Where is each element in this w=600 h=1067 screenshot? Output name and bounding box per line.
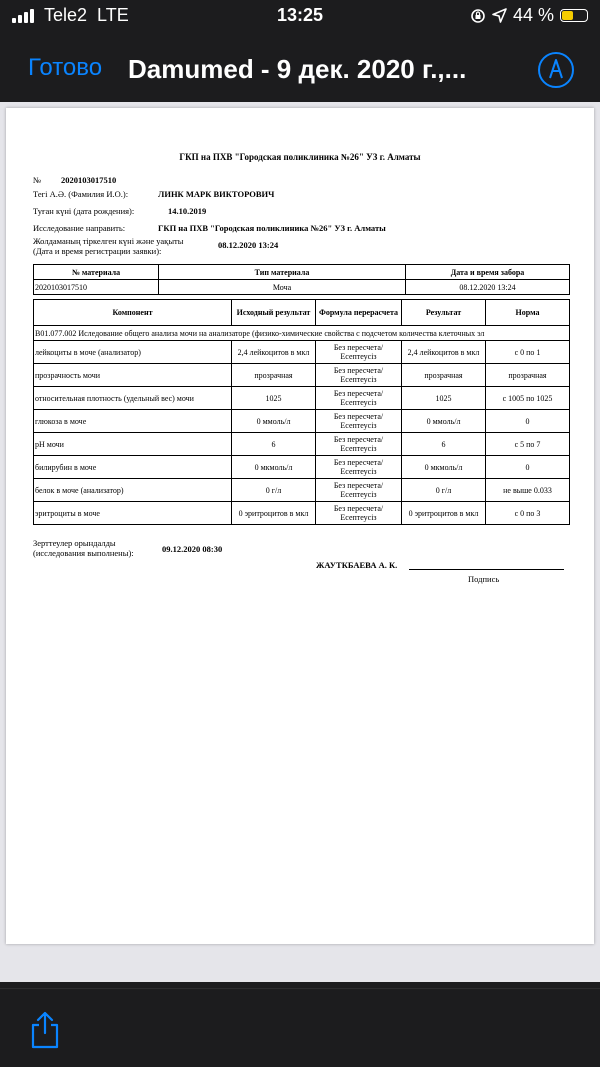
formula-cell: Без пересчета/ Есептеусіз	[316, 479, 402, 502]
clinic-title: ГКП на ПХВ "Городская поликлиника №26" УЗ г. Алматы	[179, 152, 421, 162]
result-cell: 6	[402, 433, 486, 456]
source-result-cell: прозрачная	[232, 364, 316, 387]
test-section-title: B01.077.002 Иследование общего анализа мочи на анализаторе (физико-химические свойства с подсчетом количества клеточных эл	[34, 326, 570, 341]
result-header: Результат	[402, 300, 486, 326]
source-result-cell: 0 эритроцитов в мкл	[232, 502, 316, 525]
patient-name-value: ЛИНК МАРК ВИКТОРОВИЧ	[158, 189, 275, 199]
formula-header: Формула перерасчета	[316, 300, 402, 326]
battery-fill	[562, 11, 573, 20]
table-row	[34, 387, 570, 410]
norm-cell: 0	[486, 410, 570, 433]
battery-percent: 44 %	[512, 5, 554, 25]
source-result-cell: 0 мкмоль/л	[232, 456, 316, 479]
material-number-header: № материала	[34, 265, 159, 280]
table-row	[34, 410, 570, 433]
result-cell: 0 мкмоль/л	[402, 456, 486, 479]
component-cell: эритроциты в моче	[34, 502, 232, 525]
source-result-cell: 2,4 лейкоцитов в мкл	[232, 341, 316, 364]
formula-cell: Без пересчета/ Есептеусіз	[316, 433, 402, 456]
formula-cell: Без пересчета/ Есептеусіз	[316, 364, 402, 387]
source-result-cell: 0 ммоль/л	[232, 410, 316, 433]
status-time: 13:25	[276, 5, 324, 25]
completed-label-kz: Зерттеулер орындалды	[33, 538, 116, 548]
done-button[interactable]: Готово	[28, 54, 103, 81]
source-result-cell: 6	[232, 433, 316, 456]
status-bar	[0, 0, 600, 34]
referred-value: ГКП на ПХВ "Городская поликлиника №26" УЗ г. Алматы	[158, 223, 386, 233]
result-cell: 0 эритроцитов в мкл	[402, 502, 486, 525]
dob-label: Туған күні (дата рождения):	[33, 206, 135, 216]
norm-cell: не выше 0.033	[486, 479, 570, 502]
formula-cell: Без пересчета/ Есептеусіз	[316, 387, 402, 410]
completed-label-ru: (исследования выполнены):	[33, 548, 134, 558]
battery-icon	[560, 9, 588, 22]
share-button[interactable]	[28, 1011, 62, 1049]
component-cell: билирубин в моче	[34, 456, 232, 479]
number-label: №	[33, 175, 42, 185]
component-cell: белок в моче (анализатор)	[34, 479, 232, 502]
table-row	[34, 502, 570, 525]
table-row	[34, 364, 570, 387]
result-cell: 0 г/л	[402, 479, 486, 502]
result-cell: прозрачная	[402, 364, 486, 387]
norm-header: Норма	[486, 300, 570, 326]
registration-label-kz: Жолдаманың тіркелген күні және уақыты	[33, 236, 184, 246]
source-result-cell: 1025	[232, 387, 316, 410]
component-cell: глюкоза в моче	[34, 410, 232, 433]
collection-date-header: Дата и время забора	[406, 265, 570, 280]
markup-button[interactable]	[536, 50, 576, 90]
source-result-header: Исходный результат	[232, 300, 316, 326]
document-title: Damumed - 9 дек. 2020 г.,...	[128, 54, 467, 84]
markup-pen-icon	[536, 50, 576, 90]
table-row	[34, 433, 570, 456]
completed-value: 09.12.2020 08:30	[162, 544, 223, 554]
signature-label: Подпись	[468, 574, 500, 584]
norm-cell: 0	[486, 456, 570, 479]
material-type-cell: Моча	[159, 280, 406, 295]
result-cell: 1025	[402, 387, 486, 410]
formula-cell: Без пересчета/ Есептеусіз	[316, 341, 402, 364]
carrier-name: Tele2	[44, 5, 88, 25]
share-icon	[28, 1011, 62, 1049]
source-result-cell: 0 г/л	[232, 479, 316, 502]
number-value: 2020103017510	[61, 175, 117, 185]
orientation-lock-icon	[470, 8, 486, 24]
registration-label-ru: (Дата и время регистрации заявки):	[33, 246, 162, 256]
result-cell: 2,4 лейкоцитов в мкл	[402, 341, 486, 364]
formula-cell: Без пересчета/ Есептеусіз	[316, 502, 402, 525]
location-arrow-icon	[492, 8, 507, 23]
component-cell: лейкоциты в моче (анализатор)	[34, 341, 232, 364]
dob-value: 14.10.2019	[168, 206, 207, 216]
network-type: LTE	[97, 5, 129, 25]
component-cell: pH мочи	[34, 433, 232, 456]
navigation-bar	[0, 40, 600, 98]
referred-label: Исследование направить:	[33, 223, 126, 233]
norm-cell: с 1005 по 1025	[486, 387, 570, 410]
bottom-toolbar	[0, 988, 600, 1067]
table-row	[34, 341, 570, 364]
norm-cell: прозрачная	[486, 364, 570, 387]
doctor-name: ЖАУТКБАЕВА А. К.	[316, 560, 398, 570]
component-header: Компонент	[34, 300, 232, 326]
norm-cell: с 0 по 1	[486, 341, 570, 364]
results-table	[33, 299, 570, 525]
document-page	[6, 108, 594, 944]
table-row	[34, 479, 570, 502]
material-table	[33, 264, 570, 295]
component-cell: относительная плотность (удельный вес) мочи	[34, 387, 232, 410]
result-cell: 0 ммоль/л	[402, 410, 486, 433]
material-type-header: Тип материала	[159, 265, 406, 280]
component-cell: прозрачность мочи	[34, 364, 232, 387]
patient-name-label: Тегі А.Ә. (Фамилия И.О.):	[33, 189, 129, 199]
formula-cell: Без пересчета/ Есептеусіз	[316, 410, 402, 433]
formula-cell: Без пересчета/ Есептеусіз	[316, 456, 402, 479]
norm-cell: с 5 по 7	[486, 433, 570, 456]
material-number-cell: 2020103017510	[34, 280, 159, 295]
signature-line	[409, 569, 564, 570]
table-row	[34, 456, 570, 479]
registration-value: 08.12.2020 13:24	[218, 240, 279, 250]
document-viewer[interactable]	[0, 102, 600, 982]
collection-date-cell: 08.12.2020 13:24	[406, 280, 570, 295]
norm-cell: с 0 по 3	[486, 502, 570, 525]
